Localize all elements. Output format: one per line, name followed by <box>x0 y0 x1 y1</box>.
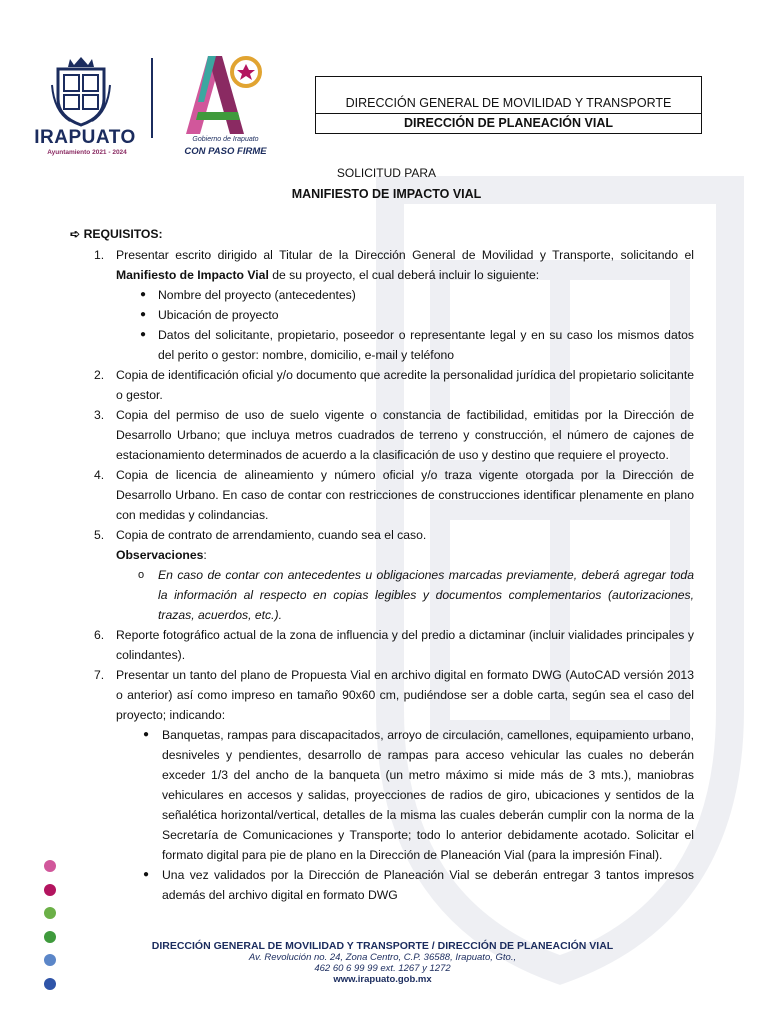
bullet-text: Ubicación de proyecto <box>158 308 279 322</box>
bullet-item <box>70 325 694 365</box>
direccion-planeacion-title: DIRECCIÓN DE PLANEACIÓN VIAL <box>403 116 614 130</box>
requirement-item <box>70 465 694 525</box>
gobierno-slogan: CON PASO FIRME <box>184 146 267 157</box>
document-title: MANIFIESTO DE IMPACTO VIAL <box>291 187 482 201</box>
bullet-icon: ● <box>140 309 147 320</box>
observaciones-word: Observaciones <box>116 548 204 562</box>
item-number: 6. <box>94 628 105 642</box>
observaciones-colon: : <box>203 548 207 562</box>
bullet-item <box>70 285 694 305</box>
item-text: Copia de licencia de alineamiento y número oficial y/o traza vigente otorgada por la Dirección de Desarrollo Urbano. En caso de contar con restricciones de construcciones identificar plenamente en plano con medidas y colindancias. <box>116 468 694 522</box>
observaciones-item <box>70 565 694 625</box>
item-number: 7. <box>94 668 105 682</box>
brand-subtitle: Ayuntamiento 2021 - 2024 <box>47 149 127 156</box>
bullet-text: Una vez validados por la Dirección de Planeación Vial se deberán entregar 3 tantos impresos además del archivo digital en formato DWG <box>162 868 694 902</box>
requirement-item <box>70 625 694 665</box>
requirement-item <box>70 365 694 405</box>
item-text: Copia de identificación oficial y/o documento que acredite la personalidad jurídica del propietario solicitante o gestor. <box>116 368 694 402</box>
dot-icon <box>44 884 56 896</box>
item-number: 2. <box>94 368 105 382</box>
item1-text-end: de su proyecto, el cual deberá incluir lo siguiente: <box>268 268 540 282</box>
item-text: Copia de contrato de arrendamiento, cuando sea el caso. <box>116 528 427 542</box>
bullet-item <box>70 865 694 905</box>
requisitos-heading: ➪ REQUISITOS: <box>70 227 163 241</box>
item-number: 3. <box>94 408 105 422</box>
bullet-icon: ● <box>143 869 150 880</box>
item-text: Presentar un tanto del plano de Propuesta Vial en archivo digital en formato DWG (AutoCAD versión 2013 o anterior) así como impreso en tamaño 90x60 cm, pudiéndose ser a doble carta, según sea el caso del proyecto; indicando: <box>116 668 694 722</box>
bullet-item <box>70 305 694 325</box>
dot-icon <box>44 860 56 872</box>
requirement-item <box>70 405 694 465</box>
dot-icon <box>44 931 56 943</box>
requirement-item <box>70 525 694 545</box>
item-number: 5. <box>94 528 105 542</box>
footer-address: Av. Revolución no. 24, Zona Centro, C.P. 36588, Irapuato, Gto., <box>248 952 517 963</box>
bullet-item <box>70 725 694 865</box>
bullet-icon: ● <box>140 329 147 340</box>
gobierno-a-mark-icon <box>178 52 273 136</box>
bullet-text: Banquetas, rampas para discapacitados, arroyo de circulación, camellones, equipamiento urbano, desniveles y pendientes, desarrollo de rampas para acceso vehicular las cuales no deberán exceder 1/3 del ancho de la banqueta (un metro máximo si mide más de 3 mts.), maniobras vehiculares en accesos y salidas, proyecciones de radios de giro, ubicaciones y sentidos de la señalética horizontal/vertical, detalles de la misma las cuales deberán cumplir con la norma de la Secretaría de Comunicaciones y Transporte; todo lo anterior debidamente acotado. Solicitar el formato digital para pie de plano en la Dirección de Planeación Vial (para la impresión Final). <box>162 728 694 862</box>
footer-title: DIRECCIÓN GENERAL DE MOVILIDAD Y TRANSPORTE / DIRECCIÓN DE PLANEACIÓN VIAL <box>151 940 614 952</box>
observaciones-text: En caso de contar con antecedentes u obligaciones marcadas previamente, deberá agregar toda la información al respecto en copias legibles y documentos complementarios (autorizaciones, trazas, acuerdos, etc.). <box>158 568 694 622</box>
footer-website: www.irapuato.gob.mx <box>333 974 432 985</box>
coat-of-arms-icon <box>50 55 112 127</box>
item1-text-start: Presentar escrito dirigido al Titular de la Dirección General de Movilidad y Transporte, solicitando el <box>116 248 694 262</box>
direccion-general-title: DIRECCIÓN GENERAL DE MOVILIDAD Y TRANSPORTE <box>316 77 701 114</box>
bullet-icon: ● <box>143 729 150 740</box>
item-text: Reporte fotográfico actual de la zona de influencia y del predio a dictaminar (incluir vialidades principales y colindantes). <box>116 628 694 662</box>
bullet-text: Nombre del proyecto (antecedentes) <box>158 288 356 302</box>
item-number: 1. <box>94 248 105 262</box>
gobierno-caption: Gobierno de Irapuato <box>192 136 259 143</box>
bullet-text: Datos del solicitante, propietario, poseedor o representante legal y en su caso los mismos datos del perito o gestor: nombre, domicilio, e-mail y teléfono <box>158 328 694 362</box>
bullet-icon: ● <box>140 289 147 300</box>
item1-bold-text: Manifiesto de Impacto Vial <box>116 268 269 282</box>
decorative-dots <box>44 860 58 1001</box>
circle-bullet-icon: o <box>138 569 145 581</box>
dot-icon <box>44 978 56 990</box>
dot-icon <box>44 907 56 919</box>
direction-title-box <box>315 76 702 134</box>
dot-icon <box>44 954 56 966</box>
solicitud-heading: SOLICITUD PARA <box>336 166 437 180</box>
item-text: Copia del permiso de uso de suelo vigente o constancia de factibilidad, emitidas por la Dirección de Desarrollo Urbano; que incluya metros cuadrados de terreno y construcción, el número de cajones de estacionamiento determinados de acuerdo a la clasificación de uso y destino que requiere el proyecto. <box>116 408 694 462</box>
requirement-item <box>70 665 694 725</box>
requirement-item <box>70 245 694 285</box>
irapuato-logo <box>30 55 135 155</box>
observaciones-label <box>70 545 694 565</box>
requirements-body <box>70 224 694 905</box>
header-divider <box>151 58 153 138</box>
brand-name: IRAPUATO <box>34 127 136 148</box>
item-number: 4. <box>94 468 105 482</box>
footer-phone: 462 60 6 99 99 ext. 1267 y 1272 <box>314 963 451 974</box>
gobierno-logo <box>178 52 278 158</box>
footer <box>110 940 655 986</box>
